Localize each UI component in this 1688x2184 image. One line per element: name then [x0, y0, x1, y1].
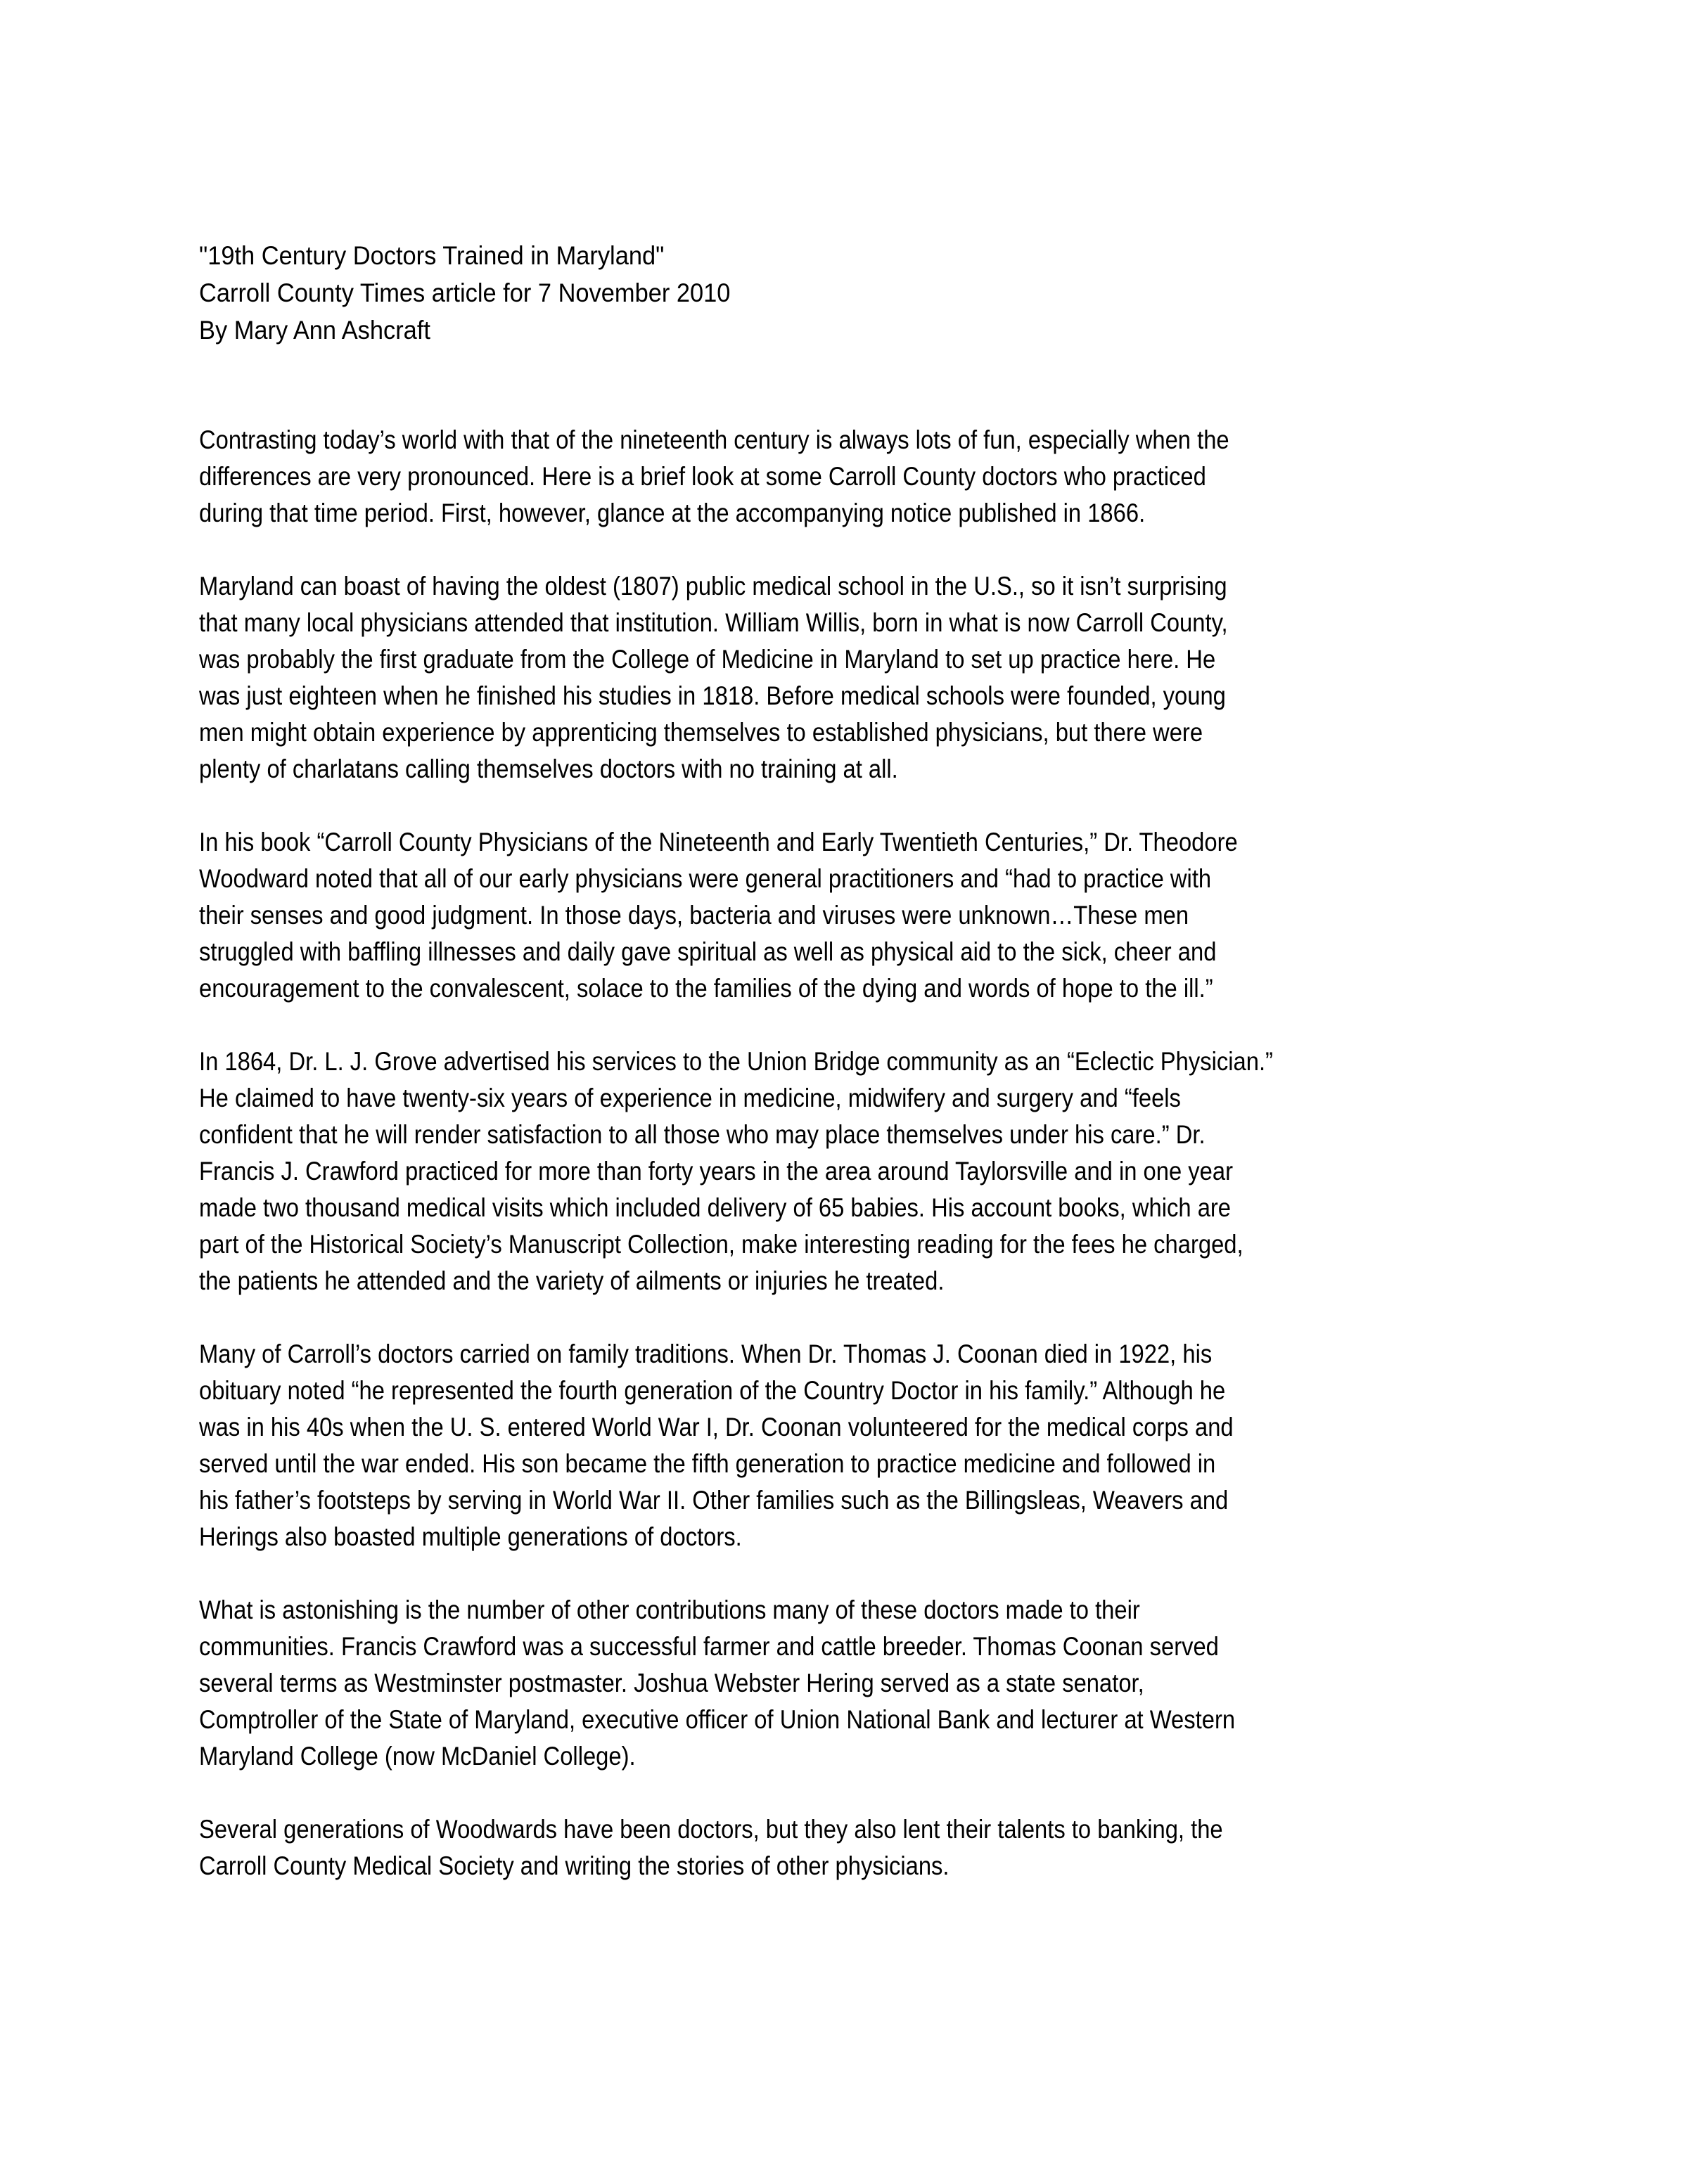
text-line: plenty of charlatans calling themselves doctors with no training at all. — [199, 754, 898, 783]
text-line: part of the Historical Society’s Manuscript Collection, make interesting reading for the fees he charged, — [199, 1230, 1243, 1259]
text-line: was just eighteen when he finished his studies in 1818. Before medical schools were founded, young — [199, 681, 1226, 710]
paragraph-intro — [199, 422, 1521, 532]
text-line: Many of Carroll’s doctors carried on family traditions. When Dr. Thomas J. Coonan died in 1922, his — [199, 1340, 1213, 1368]
text-line: men might obtain experience by apprenticing themselves to established physicians, but there were — [199, 718, 1203, 747]
text-line: differences are very pronounced. Here is a brief look at some Carroll County doctors who practiced — [199, 462, 1206, 491]
text-line: Maryland College (now McDaniel College). — [199, 1742, 636, 1771]
text-line: was in his 40s when the U. S. entered World War I, Dr. Coonan volunteered for the medical corps and — [199, 1413, 1234, 1441]
text-line: obituary noted “he represented the fourth generation of the Country Doctor in his family.” Although he — [199, 1376, 1226, 1405]
article-title: "19th Century Doctors Trained in Maryland" — [199, 241, 665, 270]
text-line: What is astonishing is the number of other contributions many of these doctors made to their — [199, 1595, 1140, 1624]
article-header — [199, 237, 1521, 349]
text-line: their senses and good judgment. In those days, bacteria and viruses were unknown…These men — [199, 901, 1189, 930]
text-line: struggled with baffling illnesses and daily gave spiritual as well as physical aid to the sick, cheer and — [199, 937, 1217, 966]
text-line: In 1864, Dr. L. J. Grove advertised his services to the Union Bridge community as an “Eclectic Physician.” — [199, 1047, 1273, 1076]
text-line: the patients he attended and the variety of ailments or injuries he treated. — [199, 1266, 945, 1295]
text-line: communities. Francis Crawford was a successful farmer and cattle breeder. Thomas Coonan served — [199, 1632, 1219, 1661]
text-line: Comptroller of the State of Maryland, executive officer of Union National Bank and lecturer at Western — [199, 1705, 1236, 1734]
text-line: made two thousand medical visits which included delivery of 65 babies. His account books, which are — [199, 1193, 1232, 1222]
text-line: that many local physicians attended that institution. William Willis, born in what is now Carroll County, — [199, 608, 1228, 637]
paragraph-woodwards — [199, 1811, 1521, 1884]
text-line: during that time period. First, however, glance at the accompanying notice published in 1866. — [199, 499, 1146, 527]
text-line: confident that he will render satisfaction to all those who may place themselves under his care.” Dr. — [199, 1120, 1206, 1149]
text-line: served until the war ended. His son became the fifth generation to practice medicine and followed in — [199, 1449, 1216, 1478]
text-line: Several generations of Woodwards have been doctors, but they also lent their talents to banking, the — [199, 1815, 1223, 1844]
paragraph-woodward-book — [199, 824, 1521, 1007]
text-line: Herings also boasted multiple generations of doctors. — [199, 1522, 742, 1551]
text-line: Francis J. Crawford practiced for more than forty years in the area around Taylorsville and in one year — [199, 1157, 1233, 1186]
text-line: encouragement to the convalescent, solace to the families of the dying and words of hope to the ill.” — [199, 974, 1213, 1003]
paragraph-contributions — [199, 1592, 1521, 1775]
paragraph-grove-crawford — [199, 1043, 1521, 1299]
publication-line: Carroll County Times article for 7 November 2010 — [199, 278, 731, 307]
text-line: Maryland can boast of having the oldest (1807) public medical school in the U.S., so it isn’t surprising — [199, 572, 1227, 600]
text-line: was probably the first graduate from the College of Medicine in Maryland to set up practice here. He — [199, 645, 1216, 674]
text-line: He claimed to have twenty-six years of experience in medicine, midwifery and surgery and “feels — [199, 1084, 1181, 1112]
text-line: Contrasting today’s world with that of the nineteenth century is always lots of fun, especially when the — [199, 425, 1229, 454]
paragraph-medical-school — [199, 568, 1521, 788]
text-line: Woodward noted that all of our early physicians were general practitioners and “had to practice with — [199, 864, 1212, 893]
byline: By Mary Ann Ashcraft — [199, 316, 430, 345]
text-line: his father’s footsteps by serving in World War II. Other families such as the Billingsleas, Weavers and — [199, 1486, 1229, 1515]
text-line: several terms as Westminster postmaster. Joshua Webster Hering served as a state senator, — [199, 1669, 1144, 1697]
text-line: Carroll County Medical Society and writing the stories of other physicians. — [199, 1851, 950, 1880]
paragraph-family-traditions — [199, 1336, 1521, 1555]
article-body — [199, 422, 1521, 1921]
text-line: In his book “Carroll County Physicians of the Nineteenth and Early Twentieth Centuries,” Dr. Theodore — [199, 828, 1238, 856]
